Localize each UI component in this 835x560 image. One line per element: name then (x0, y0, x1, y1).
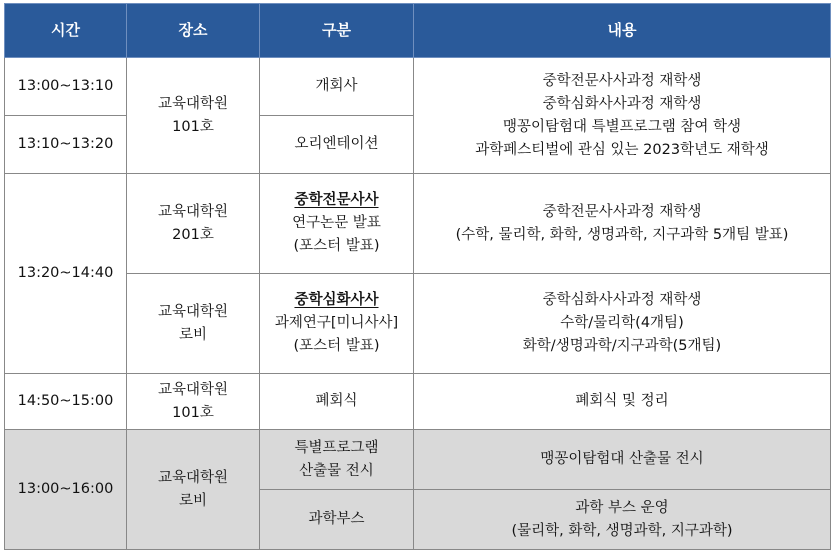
category-cell: 폐회식 (260, 374, 414, 430)
header-category: 구분 (260, 4, 414, 58)
content-cell (414, 58, 831, 174)
header-row (5, 4, 831, 58)
place-line: 교육대학원 (157, 303, 229, 320)
place-line: 101호 (172, 118, 214, 135)
category-line: 특별프로그램 (294, 439, 379, 456)
category-line: (포스터 발표) (293, 238, 380, 254)
content-cell: 폐회식 및 정리 (414, 374, 831, 430)
place-line: 교육대학원 (157, 469, 229, 486)
content-line: 중학심화사사과정 재학생 (542, 292, 702, 308)
content-line: 중학전문사사과정 재학생 (542, 203, 702, 220)
schedule-table (4, 3, 831, 550)
table-row (5, 430, 831, 490)
content-cell (414, 174, 831, 274)
header-content: 내용 (414, 4, 831, 58)
place-line: 로비 (178, 492, 207, 509)
place-line: 101호 (172, 404, 214, 421)
category-title: 중학전문사사 (294, 192, 379, 208)
category-line: (포스터 발표) (293, 338, 380, 354)
header-time: 시간 (5, 4, 127, 58)
content-line: 중학심화사사과정 재학생 (542, 95, 702, 112)
content-line: 과학 부스 운영 (575, 499, 669, 516)
content-line: (수학, 물리학, 화학, 생명과학, 지구과학 5개팀 발표) (455, 226, 789, 243)
place-line: 교육대학원 (157, 203, 229, 220)
place-cell (127, 374, 260, 430)
place-cell (127, 274, 260, 374)
category-cell (260, 430, 414, 490)
category-cell: 개회사 (260, 58, 414, 116)
content-line: 수학/물리학(4개팀) (560, 315, 684, 331)
time-cell: 13:00~16:00 (5, 430, 127, 550)
content-cell (414, 490, 831, 550)
time-cell: 13:10~13:20 (5, 116, 127, 174)
place-cell (127, 174, 260, 274)
content-cell (414, 274, 831, 374)
category-title: 중학심화사사 (294, 292, 379, 308)
place-cell (127, 430, 260, 550)
category-cell: 오리엔테이션 (260, 116, 414, 174)
category-line: 과제연구[미니사사] (274, 315, 399, 331)
content-line: 화학/생명과학/지구과학(5개팀) (522, 338, 722, 354)
table-row (5, 58, 831, 116)
category-cell (260, 274, 414, 374)
category-line: 산출물 전시 (299, 462, 374, 479)
content-cell: 맹꽁이탐험대 산출물 전시 (414, 430, 831, 490)
table-row (5, 374, 831, 430)
table-row (5, 274, 831, 374)
content-line: 맹꽁이탐험대 특별프로그램 참여 학생 (503, 118, 741, 135)
place-line: 교육대학원 (157, 381, 229, 398)
content-line: 중학전문사사과정 재학생 (542, 72, 702, 89)
place-line: 201호 (172, 226, 214, 243)
place-line: 로비 (178, 326, 207, 343)
content-line: (물리학, 화학, 생명과학, 지구과학) (511, 522, 733, 539)
place-cell (127, 58, 260, 174)
category-line: 연구논문 발표 (292, 215, 381, 231)
place-line: 교육대학원 (157, 95, 229, 112)
time-cell: 13:20~14:40 (5, 174, 127, 374)
time-cell: 14:50~15:00 (5, 374, 127, 430)
header-place: 장소 (127, 4, 260, 58)
table-row (5, 174, 831, 274)
category-cell (260, 174, 414, 274)
content-line: 과학페스티벌에 관심 있는 2023학년도 재학생 (475, 141, 769, 158)
category-cell: 과학부스 (260, 490, 414, 550)
time-cell: 13:00~13:10 (5, 58, 127, 116)
